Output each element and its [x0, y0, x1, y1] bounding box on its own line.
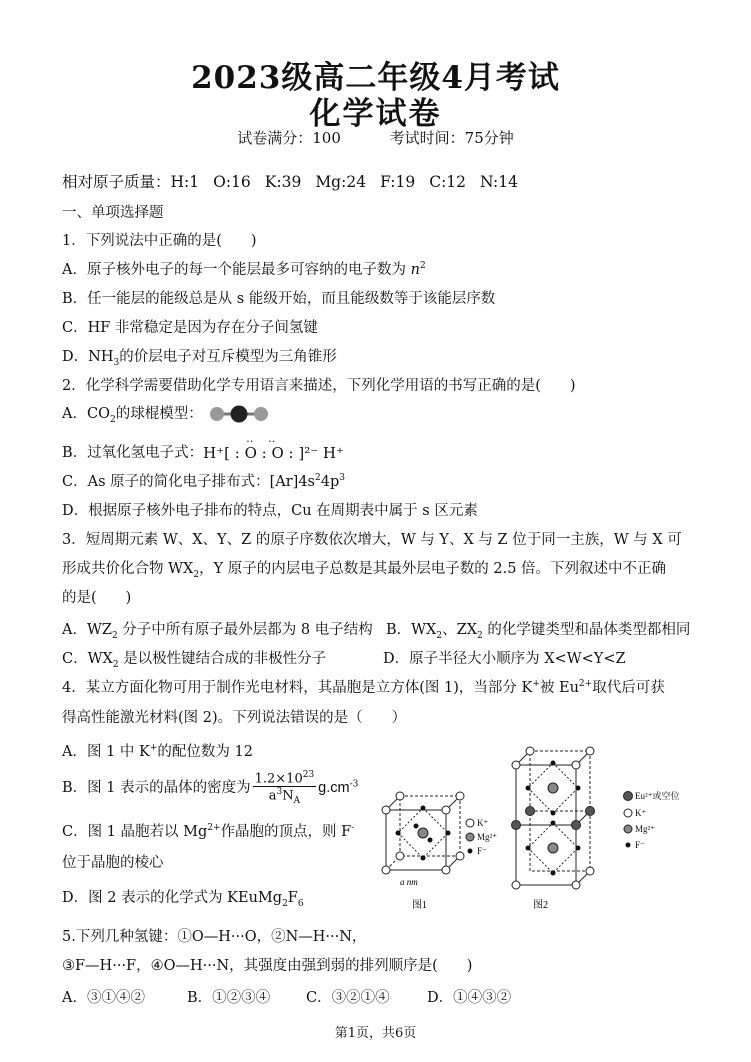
figure2-atoms: [512, 747, 595, 889]
q2-option-a: A．$CO_2$的球棍模型：: [62, 402, 271, 425]
mass-c: C:12: [429, 173, 467, 191]
q3-option-a: A．$WZ_2$ 分子中所有原子最外层都为 8 电子结构: [62, 622, 373, 641]
mass-f: F:19: [380, 173, 416, 191]
q5-stem-line2: ③F—H···F，④O—H···N，其强度由强到弱的排列顺序是( ): [62, 958, 473, 974]
q1-option-b: B．任一能层的能级总是从 s 能级开始，而且能级数等于该能层序数: [62, 291, 496, 307]
crystal-cell-figures: [378, 740, 708, 920]
co2-ball-stick-model-icon: [207, 404, 271, 424]
lewis-dots: ‥ ‥: [237, 432, 277, 445]
fig1-edge-label: a nm: [400, 877, 418, 887]
q3-option-c: C．$WX_2$ 是以极性键结合成的非极性分子: [62, 651, 327, 670]
q4-option-d: D．图 2 表示的化学式为 $KEuMg_2F_6$: [62, 890, 304, 909]
q4-stem-line2: 得高性能激光材料(图 2)。下列说法错误的是（ ）: [62, 710, 407, 726]
density-fraction: $\frac{1.2\times 10^{23}}{a^3N_A}$: [254, 770, 315, 807]
h2o2-electron-formula: ‥ ‥ H⁺[ : O : O : ]²⁻ H⁺: [203, 432, 344, 462]
q4-option-c-line2: 位于晶胞的棱心: [62, 855, 164, 871]
figure2-legend: [624, 790, 680, 850]
q3-stem-line2: 形成共价化合物 $WX_2$，Y 原子的内层电子总数是其最外层电子数的 2.5 倍。下列叙述中不正确: [62, 561, 667, 580]
q2-option-c: C．As 原子的简化电子排布式：$[Ar]4s^24p^3$: [62, 473, 345, 490]
q5-option-b: B．①②③④: [187, 990, 271, 1006]
fig2-legend-mg: Mg²⁺: [635, 824, 655, 834]
q3-option-b: B．$WX_2$、$ZX_2$ 的化学键类型和晶体类型都相同: [386, 622, 691, 641]
q5-option-d: D．①④③②: [427, 990, 512, 1006]
full-score: 试卷满分：100: [237, 129, 341, 147]
q3-option-d: D．原子半径大小顺序为 X<W<Y<Z: [383, 651, 626, 667]
q4-option-a: A．图 1 中 K+的配位数为 12: [62, 743, 253, 760]
q2-option-d: D．根据原子核外电子排布的特点，Cu 在周期表中属于 s 区元素: [62, 503, 478, 519]
q4-stem-line1: 4．某立方面化物可用于制作光电材料，其晶胞是立方体(图 1)，当部分 K+被 $Eu^{2+}$取代后可获: [62, 679, 665, 696]
exam-time: 考试时间：75分钟: [389, 129, 514, 147]
q5-option-a: A．③①④②: [62, 990, 145, 1006]
fig1-legend-f: F⁻: [477, 846, 487, 856]
exam-title-line2: 化学试卷: [309, 96, 442, 132]
q1-option-a: A．原子核外电子的每一个能层最多可容纳的电子数为 $n^2$: [62, 261, 426, 278]
figure1-legend: [466, 818, 497, 856]
q2-option-b: B．过氧化氢电子式： ‥ ‥ H⁺[ : O : O : ]²⁻ H⁺: [62, 432, 344, 462]
fig2-legend-k: K⁺: [635, 808, 647, 818]
atomic-mass-line: [62, 170, 532, 192]
q4-option-c-line1: C．图 1 晶胞若以 $Mg^{2+}$作晶胞的顶点，则 F-: [62, 823, 355, 840]
exam-meta: [0, 127, 751, 148]
q1-option-d: D．$NH_3$的价层电子对互斥模型为三角锥形: [62, 349, 337, 368]
mass-k: K:39: [264, 173, 302, 191]
fig1-caption: 图1: [412, 900, 427, 911]
mass-o: O:16: [213, 173, 251, 191]
fig2-legend-eu: Eu²⁺或空位: [635, 791, 680, 801]
q1-option-c: C．HF 非常稳定是因为存在分子间氢键: [62, 320, 318, 336]
q1-stem: 1．下列说法中正确的是( ): [62, 233, 257, 249]
fig1-legend-k: K⁺: [477, 818, 489, 828]
mass-n: N:14: [480, 173, 518, 191]
atomic-mass-label: 相对原子质量：: [62, 173, 171, 191]
section-heading: 一、单项选择题: [62, 205, 164, 221]
fig1-legend-mg: Mg²⁺: [477, 832, 497, 842]
figure2-supercell: [516, 751, 590, 885]
page-footer: 第1页，共6页: [334, 1026, 417, 1041]
mass-mg: Mg:24: [315, 173, 367, 191]
exam-title-line1: 2023级高二年级4月考试: [191, 60, 560, 96]
q5-option-c: C．③②①④: [306, 990, 390, 1006]
mass-h: H:1: [170, 173, 200, 191]
q4-option-b: B．图 1 表示的晶体的密度为 $\frac{1.2\times 10^{23}}{a^3N_A}$ $g.cm^{-3}$: [62, 770, 359, 807]
q2-stem: 2．化学科学需要借助化学专用语言来描述，下列化学用语的书写正确的是( ): [62, 378, 576, 394]
q3-stem-line3: 的是( ): [62, 590, 132, 606]
fig2-legend-f: F⁻: [635, 840, 645, 850]
q5-stem-line1: 5.下列几种氢键：①O—H···O，②N—H···N，: [62, 929, 367, 945]
q3-stem-line1: 3．短周期元素 W、X、Y、Z 的原子序数依次增大，W 与 Y、X 与 Z 位于同一主族，W 与 X 可: [62, 532, 682, 548]
fig2-caption: 图2: [533, 900, 548, 911]
